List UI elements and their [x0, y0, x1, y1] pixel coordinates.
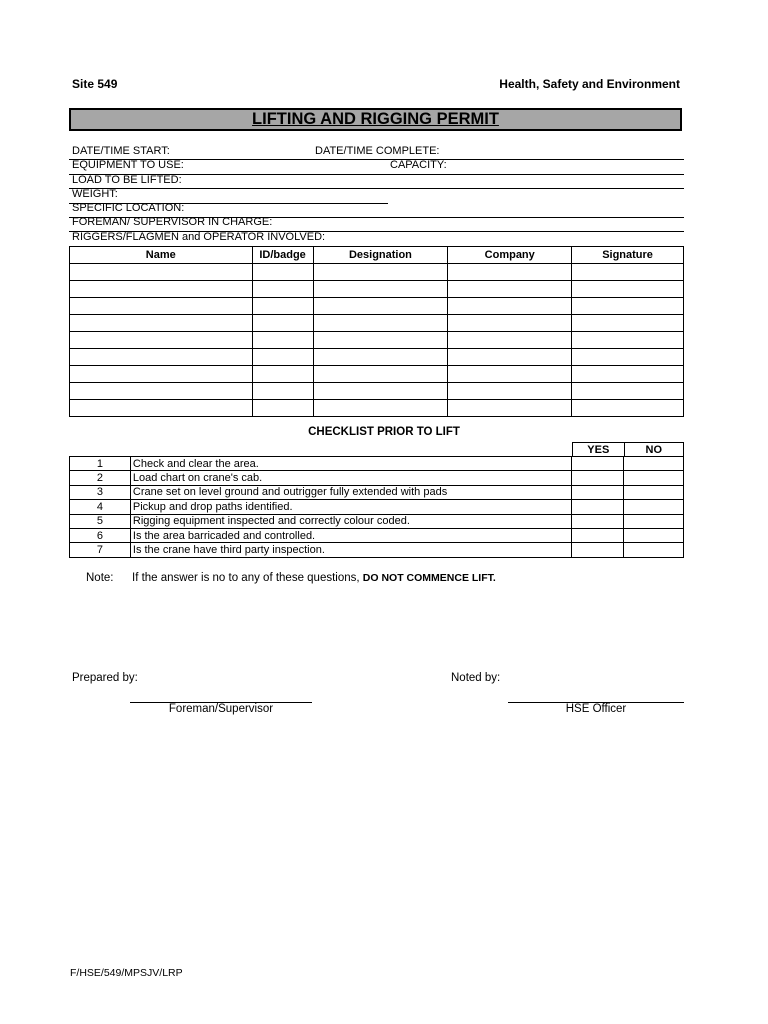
- name-cell[interactable]: [70, 383, 253, 400]
- item-text: Load chart on crane's cab.: [130, 471, 571, 485]
- signature-cell[interactable]: [572, 349, 684, 366]
- designation-cell[interactable]: [313, 332, 448, 349]
- id-cell[interactable]: [252, 383, 313, 400]
- id-cell[interactable]: [252, 315, 313, 332]
- checklist-row: [70, 514, 684, 528]
- table-row: [70, 281, 684, 298]
- signature-cell[interactable]: [572, 281, 684, 298]
- name-cell[interactable]: [70, 315, 253, 332]
- company-cell[interactable]: [448, 349, 572, 366]
- item-text: Pickup and drop paths identified.: [130, 500, 571, 514]
- column-header-company: Company: [448, 247, 572, 264]
- yes-checkbox[interactable]: [572, 528, 624, 542]
- noted-role-label: HSE Officer: [565, 703, 627, 715]
- company-cell[interactable]: [448, 400, 572, 417]
- item-number: 5: [70, 514, 131, 528]
- designation-cell[interactable]: [313, 400, 448, 417]
- column-header-designation: Designation: [313, 247, 448, 264]
- company-cell[interactable]: [448, 332, 572, 349]
- table-row: [70, 264, 684, 281]
- signature-cell[interactable]: [572, 264, 684, 281]
- item-text: Is the area barricaded and controlled.: [130, 528, 571, 542]
- yes-checkbox[interactable]: [572, 457, 624, 471]
- no-checkbox[interactable]: [624, 471, 684, 485]
- table-row: [70, 315, 684, 332]
- item-text: Crane set on level ground and outrigger fully extended with pads: [130, 485, 571, 499]
- signature-cell[interactable]: [572, 315, 684, 332]
- company-cell[interactable]: [448, 298, 572, 315]
- item-text: Is the crane have third party inspection.: [130, 543, 571, 557]
- item-number: 3: [70, 485, 131, 499]
- site-label: Site 549: [72, 77, 118, 91]
- id-cell[interactable]: [252, 298, 313, 315]
- date-time-start-label: DATE/TIME START:: [72, 145, 170, 157]
- checklist-row: [70, 500, 684, 514]
- note-emphasis: DO NOT COMMENCE LIFT.: [362, 572, 496, 584]
- id-cell[interactable]: [252, 366, 313, 383]
- prepared-role-label: Foreman/Supervisor: [168, 703, 274, 715]
- designation-cell[interactable]: [313, 281, 448, 298]
- field-line: [69, 188, 684, 189]
- no-checkbox[interactable]: [624, 514, 684, 528]
- equipment-label: EQUIPMENT TO USE:: [72, 159, 184, 171]
- no-checkbox[interactable]: [624, 543, 684, 557]
- title-banner: [69, 108, 682, 131]
- id-cell[interactable]: [252, 332, 313, 349]
- signature-cell[interactable]: [572, 332, 684, 349]
- checklist-row: [70, 543, 684, 557]
- item-text: Check and clear the area.: [130, 457, 571, 471]
- name-cell[interactable]: [70, 264, 253, 281]
- item-number: 6: [70, 528, 131, 542]
- column-header-signature: Signature: [572, 247, 684, 264]
- table-row: [70, 298, 684, 315]
- weight-label: WEIGHT:: [72, 188, 118, 200]
- capacity-label: CAPACITY:: [390, 159, 447, 171]
- yes-checkbox[interactable]: [572, 514, 624, 528]
- yes-header: YES: [573, 443, 625, 457]
- riggers-table: [69, 246, 684, 417]
- item-number: 1: [70, 457, 131, 471]
- designation-cell[interactable]: [313, 383, 448, 400]
- signature-cell[interactable]: [572, 400, 684, 417]
- no-checkbox[interactable]: [624, 485, 684, 499]
- designation-cell[interactable]: [313, 264, 448, 281]
- id-cell[interactable]: [252, 281, 313, 298]
- table-row: [70, 332, 684, 349]
- yes-checkbox[interactable]: [572, 500, 624, 514]
- note-label: Note:: [86, 572, 114, 584]
- designation-cell[interactable]: [313, 349, 448, 366]
- checklist-row: [70, 471, 684, 485]
- designation-cell[interactable]: [313, 366, 448, 383]
- no-checkbox[interactable]: [624, 500, 684, 514]
- company-cell[interactable]: [448, 264, 572, 281]
- no-checkbox[interactable]: [624, 528, 684, 542]
- signature-cell[interactable]: [572, 366, 684, 383]
- checklist-row: [70, 528, 684, 542]
- item-number: 4: [70, 500, 131, 514]
- name-cell[interactable]: [70, 366, 253, 383]
- riggers-label: RIGGERS/FLAGMEN and OPERATOR INVOLVED:: [72, 231, 326, 243]
- department-label: Health, Safety and Environment: [499, 77, 680, 91]
- item-text: Rigging equipment inspected and correctly colour coded.: [130, 514, 571, 528]
- table-row: [70, 383, 684, 400]
- id-cell[interactable]: [252, 349, 313, 366]
- item-number: 7: [70, 543, 131, 557]
- form-code: F/HSE/549/MPSJV/LRP: [70, 967, 183, 979]
- column-header-name: Name: [70, 247, 253, 264]
- name-cell[interactable]: [70, 298, 253, 315]
- table-row: [70, 349, 684, 366]
- date-time-complete-label: DATE/TIME COMPLETE:: [315, 145, 440, 157]
- table-row: [70, 366, 684, 383]
- name-cell[interactable]: [70, 281, 253, 298]
- company-cell[interactable]: [448, 383, 572, 400]
- company-cell[interactable]: [448, 366, 572, 383]
- no-checkbox[interactable]: [624, 457, 684, 471]
- id-cell[interactable]: [252, 400, 313, 417]
- checklist-title: CHECKLIST PRIOR TO LIFT: [308, 426, 460, 438]
- yes-no-header: [572, 442, 684, 457]
- page-title: LIFTING AND RIGGING PERMIT: [252, 110, 499, 128]
- signature-cell[interactable]: [572, 298, 684, 315]
- foreman-label: FOREMAN/ SUPERVISOR IN CHARGE:: [72, 216, 273, 228]
- checklist-table: [69, 456, 684, 558]
- item-number: 2: [70, 471, 131, 485]
- noted-by-label: Noted by:: [451, 672, 501, 684]
- yes-checkbox[interactable]: [572, 543, 624, 557]
- checklist-row: [70, 485, 684, 499]
- table-row: [70, 400, 684, 417]
- name-cell[interactable]: [70, 349, 253, 366]
- prepared-by-label: Prepared by:: [72, 672, 138, 684]
- name-cell[interactable]: [70, 400, 253, 417]
- no-header: NO: [624, 443, 683, 457]
- company-cell[interactable]: [448, 315, 572, 332]
- signature-cell[interactable]: [572, 383, 684, 400]
- table-header-row: [70, 247, 684, 264]
- yes-checkbox[interactable]: [572, 471, 624, 485]
- location-label: SPECIFIC LOCATION:: [72, 202, 185, 214]
- load-label: LOAD TO BE LIFTED:: [72, 174, 182, 186]
- name-cell[interactable]: [70, 332, 253, 349]
- designation-cell[interactable]: [313, 315, 448, 332]
- yes-checkbox[interactable]: [572, 485, 624, 499]
- designation-cell[interactable]: [313, 298, 448, 315]
- note-body: If the answer is no to any of these questions,: [132, 572, 363, 584]
- id-cell[interactable]: [252, 264, 313, 281]
- column-header-id-badge: ID/badge: [252, 247, 313, 264]
- note-text: [132, 572, 496, 584]
- company-cell[interactable]: [448, 281, 572, 298]
- checklist-row: [70, 457, 684, 471]
